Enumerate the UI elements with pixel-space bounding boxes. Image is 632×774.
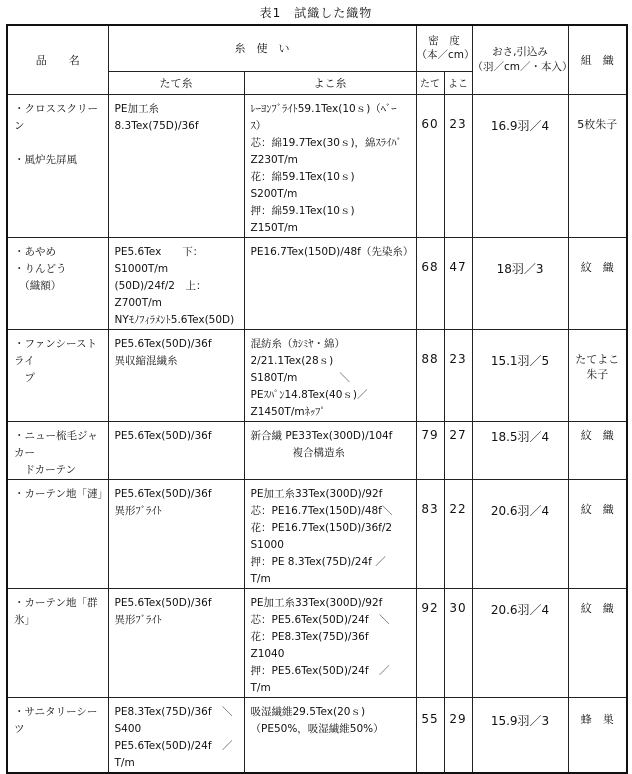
row-soshiki: たてよこ 朱子 — [568, 329, 627, 421]
row-density-tate: 83 — [416, 479, 444, 588]
row-soshiki: 紋 織 — [568, 479, 627, 588]
row-name: ・クロススクリーン ・風炉先屏風 — [7, 94, 108, 237]
row-density-tate: 92 — [416, 588, 444, 697]
row-density-tate: 88 — [416, 329, 444, 421]
row-density-tate: 79 — [416, 421, 444, 479]
row-tateito: PE8.3Tex(75D)/36f ＼ S400 PE5.6Tex(50D)/24f ／ T/m — [108, 697, 244, 773]
row-density-yoko: 30 — [444, 588, 472, 697]
header-hinmei: 品 名 — [7, 25, 108, 94]
row-density-yoko: 27 — [444, 421, 472, 479]
row-yokoito: ﾚｰﾖﾝﾌﾞﾗｲﾄ59.1Tex(10ｓ)（ﾍﾞｰｽ） 芯：綿19.7Tex(30ｓ)，綿ｽﾗｲﾊﾞZ230T/m 花：綿59.1Tex(10ｓ) S200T/m 押：綿59.1Tex(10ｓ) Z150T/m — [244, 94, 416, 237]
row-tateito: PE5.6Tex(50D)/36f 異収縮混繊糸 — [108, 329, 244, 421]
row-density-yoko: 23 — [444, 329, 472, 421]
row-tateito: PE5.6Tex(50D)/36f 異形ﾌﾞﾗｲﾄ — [108, 479, 244, 588]
row-osa: 18.5羽／4 — [472, 421, 568, 479]
table-row — [7, 479, 627, 588]
row-soshiki: 蜂 巣 — [568, 697, 627, 773]
row-density-tate: 68 — [416, 237, 444, 329]
table-title: 表1 試織した織物 — [259, 6, 373, 20]
header-yokoito: よこ糸 — [244, 71, 416, 94]
row-density-tate: 60 — [416, 94, 444, 237]
row-density-yoko: 47 — [444, 237, 472, 329]
header-osa: おさ,引込み （羽／cm／・本入） — [472, 25, 568, 94]
row-tateito: PE5.6Tex(50D)/36f 異形ﾌﾞﾗｲﾄ — [108, 588, 244, 697]
row-name: ・カーテン地「群氷」 — [7, 588, 108, 697]
row-name: ・カーテン地「漣」 — [7, 479, 108, 588]
header-mitsudo-tate: たて — [416, 71, 444, 94]
table-row — [7, 329, 627, 421]
row-name: ・ニュー梳毛ジャカー ドカーテン — [7, 421, 108, 479]
fabric-table — [6, 24, 628, 774]
row-osa: 20.6羽／4 — [472, 479, 568, 588]
table-row — [7, 94, 627, 237]
row-osa: 15.9羽／3 — [472, 697, 568, 773]
header-itodukai: 糸 使 い — [108, 25, 416, 71]
row-tateito: PE加工糸8.3Tex(75D)/36f — [108, 94, 244, 237]
row-density-yoko: 23 — [444, 94, 472, 237]
row-osa: 20.6羽／4 — [472, 588, 568, 697]
header-tateito: たて糸 — [108, 71, 244, 94]
row-yokoito: 混紡糸（ｶｼﾐﾔ・綿）2/21.1Tex(28ｓ) S180T/m ＼ PEｽﾊﾟﾝ14.8Tex(40ｓ)／Z1450T/mﾈｯﾌﾟ — [244, 329, 416, 421]
row-tateito: PE5.6Tex(50D)/36f — [108, 421, 244, 479]
row-name: ・サニタリーシーツ — [7, 697, 108, 773]
row-tateito: PE5.6Tex 下：S1000T/m (50D)/24f/2 上：Z700T/m NYﾓﾉﾌｨﾗﾒﾝﾄ5.6Tex(50D) — [108, 237, 244, 329]
header-mitsudo: 密 度 （本／cm） — [416, 25, 472, 71]
row-name: ・あやめ ・りんどう （織額） — [7, 237, 108, 329]
row-yokoito: 吸湿繊維29.5Tex(20ｓ) （PE50%，吸湿繊維50%） — [244, 697, 416, 773]
row-osa: 16.9羽／4 — [472, 94, 568, 237]
table-row — [7, 697, 627, 773]
row-soshiki: 紋 織 — [568, 421, 627, 479]
row-density-yoko: 29 — [444, 697, 472, 773]
table-row — [7, 421, 627, 479]
row-osa: 18羽／3 — [472, 237, 568, 329]
row-soshiki: 紋 織 — [568, 237, 627, 329]
row-soshiki: 紋 織 — [568, 588, 627, 697]
row-name: ・ファンシーストライ プ — [7, 329, 108, 421]
row-yokoito: 新合繊 PE33Tex(300D)/104f 複合構造糸 — [244, 421, 416, 479]
row-yokoito: PE16.7Tex(150D)/48f（先染糸） — [244, 237, 416, 329]
row-density-yoko: 22 — [444, 479, 472, 588]
header-mitsudo-yoko: よこ — [444, 71, 472, 94]
table-row — [7, 237, 627, 329]
row-density-tate: 55 — [416, 697, 444, 773]
row-yokoito: PE加工糸33Tex(300D)/92f 芯：PE16.7Tex(150D)/48f＼ 花：PE16.7Tex(150D)/36f/2 S1000 押：PE 8.3Tex(75D)/24f ／ T/m — [244, 479, 416, 588]
row-osa: 15.1羽／5 — [472, 329, 568, 421]
header-soshiki: 組 織 — [568, 25, 627, 94]
table-row — [7, 588, 627, 697]
row-soshiki: 5枚朱子 — [568, 94, 627, 237]
row-yokoito: PE加工糸33Tex(300D)/92f 芯：PE5.6Tex(50D)/24f ＼ 花：PE8.3Tex(75D)/36f Z1040 押：PE5.6Tex(50D)/24f ／ T/m — [244, 588, 416, 697]
